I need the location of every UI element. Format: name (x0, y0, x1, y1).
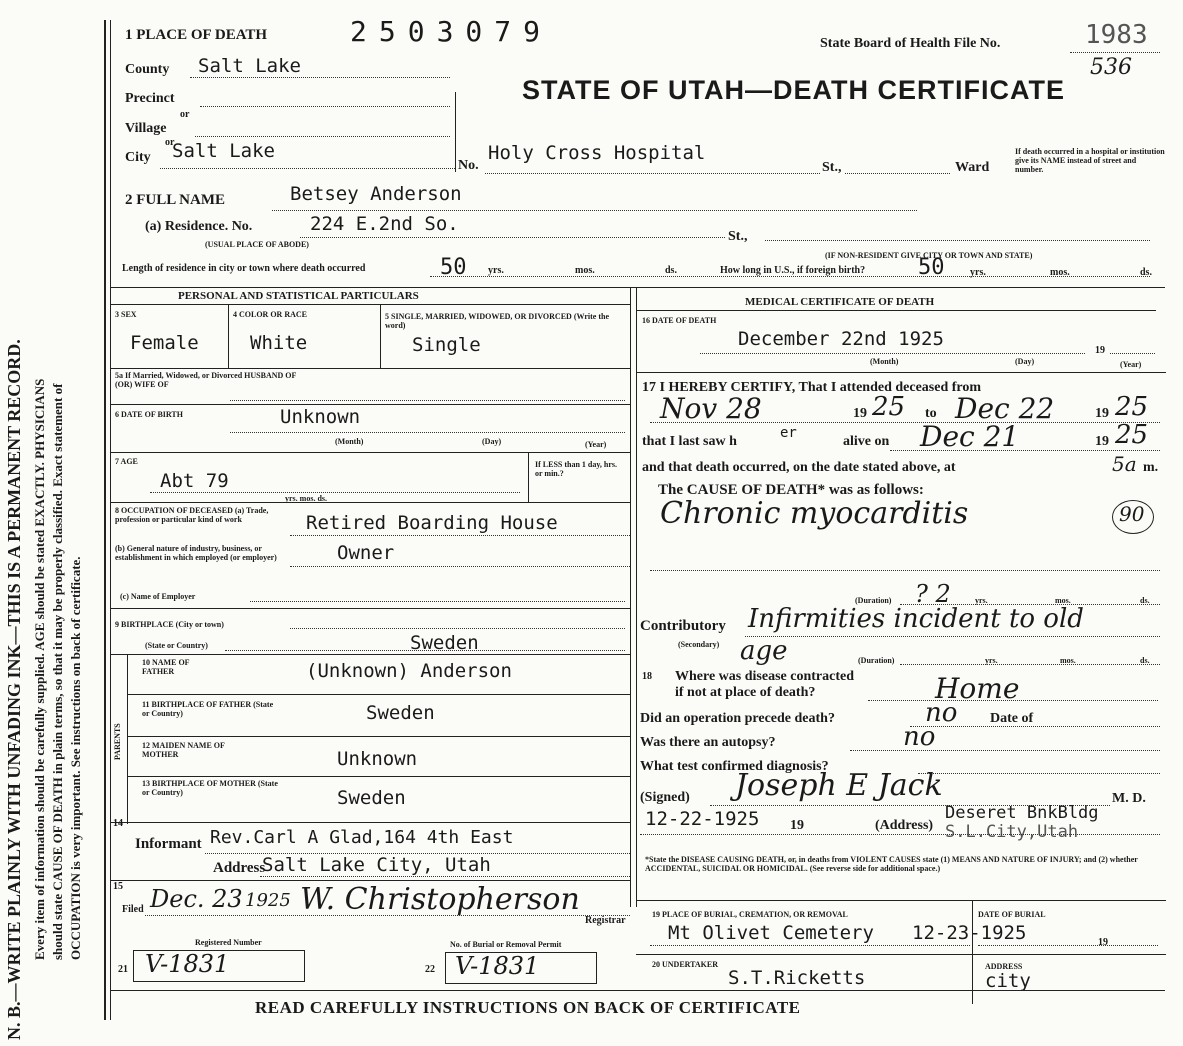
county: Salt Lake (198, 55, 301, 77)
birthplace-line-2 (225, 650, 625, 651)
contributory-label: Contributory (640, 618, 726, 634)
st-label: St., (822, 160, 842, 175)
duration-yrs: yrs. (975, 596, 988, 605)
address: Salt Lake City, Utah (262, 854, 491, 876)
row-mother-bottom (127, 776, 630, 777)
contributory-2: age (740, 636, 788, 666)
death-time: 5a (1112, 452, 1137, 476)
employer-label: (c) Name of Employer (120, 592, 196, 601)
parents-divider (127, 654, 128, 824)
operation-label: Did an operation precede death? (640, 711, 835, 726)
burial-date-label: DATE OF BURIAL (978, 910, 1046, 919)
residence: 224 E.2nd So. (310, 213, 459, 235)
duration-label: (Duration) (855, 596, 892, 605)
cause: Chronic myocarditis (660, 496, 969, 531)
medical-title-line (636, 310, 1156, 311)
state-country-label: (State or Country) (145, 641, 208, 650)
full-name-line (272, 210, 917, 211)
autopsy: no (903, 722, 936, 752)
operation-line (910, 726, 1160, 727)
us-mos: mos. (1050, 267, 1070, 278)
row-date-bottom (636, 372, 1166, 373)
father-bp-label: 11 BIRTHPLACE OF FATHER (State or Country) (142, 700, 274, 718)
sex-divider (228, 304, 229, 368)
father-bp: Sweden (366, 702, 435, 724)
death-date: December 22nd 1925 (738, 328, 944, 350)
contributory-line (745, 636, 1160, 637)
last-saw-er: er (780, 425, 797, 441)
side-note-3: should state CAUSE OF DEATH in plain terms, so that it may be properly classified. Exact statement of (50, 383, 65, 960)
filed-label: Filed (122, 904, 144, 915)
registrar-label: Registrar (585, 915, 626, 926)
alive-label: alive on (843, 434, 890, 449)
street-no: Holy Cross Hospital (488, 142, 706, 164)
occupation-2: Owner (337, 542, 395, 564)
from-19: 19 (853, 406, 867, 421)
center-divider (630, 287, 631, 907)
row-age-bottom (110, 502, 630, 503)
row-mbp-bottom (110, 822, 630, 823)
nonresident-note: (IF NON-RESIDENT GIVE CITY OR TOWN AND STATE) (825, 251, 1033, 260)
county-line (190, 77, 450, 78)
full-name: Betsey Anderson (290, 183, 462, 205)
cause-code: 90 (1119, 502, 1145, 526)
age-label: 7 AGE (115, 457, 138, 466)
signature: Joseph E Jack (735, 768, 943, 803)
length-mos: mos. (575, 265, 595, 276)
address-med-label: (Address) (875, 818, 934, 833)
where: Home (935, 672, 1020, 705)
test-label: What test confirmed diagnosis? (640, 759, 829, 774)
n21-label: 21 (118, 964, 128, 975)
from-year: 25 (872, 392, 906, 422)
parents-label: PARENTS (113, 723, 122, 760)
attended-from: Nov 28 (660, 392, 762, 425)
row-bp-bottom (110, 654, 630, 655)
secondary-label: (Secondary) (678, 640, 720, 649)
duration2-yrs: yrs. (985, 656, 998, 665)
burial-date-line (978, 945, 1158, 946)
reg-no: V-1831 (145, 950, 230, 978)
medical-section-title: MEDICAL CERTIFICATE OF DEATH (745, 296, 935, 308)
father-label: 10 NAME OF FATHER (142, 658, 190, 676)
duration-mos: mos. (1055, 596, 1071, 605)
header-divider (455, 92, 456, 172)
last-saw: Dec 21 (920, 420, 1020, 453)
precinct-line (200, 106, 450, 107)
mother-bp: Sweden (337, 787, 406, 809)
st-line (845, 173, 950, 174)
filed-date: Dec. 23 (150, 885, 243, 913)
duration2-ds: ds. (1140, 656, 1150, 665)
occupation-line-2 (290, 566, 630, 567)
address-med-1: Deseret BnkBldg (945, 803, 1099, 823)
death-date-line (700, 353, 1085, 354)
death-date-label: 16 DATE OF DEATH (642, 316, 717, 325)
dob-line (230, 432, 625, 433)
last-saw-19: 19 (1095, 434, 1109, 449)
residence-label: (a) Residence. No. (145, 219, 253, 234)
n18-label: 18 (642, 671, 652, 682)
precinct-label: Precinct (125, 91, 175, 106)
side-note-4: OCCUPATION is very important. See instructions on back of certificate. (68, 556, 83, 960)
death-year-line (1110, 353, 1155, 354)
dob-label: 6 DATE OF BIRTH (115, 410, 183, 419)
burial-divider (972, 900, 973, 1004)
street-line (485, 173, 820, 174)
spouse-line (230, 400, 625, 401)
burial-place-line (650, 945, 970, 946)
footer-instructions: READ CAREFULLY INSTRUCTIONS ON BACK OF CERTIFICATE (255, 998, 801, 1017)
duration-ds: ds. (1140, 596, 1150, 605)
file-no-line (1070, 52, 1160, 53)
m-label: m. (1143, 460, 1159, 475)
less-than-label: If LESS than 1 day, hrs. or min.? (535, 460, 618, 478)
full-name-label: 2 FULL NAME (125, 192, 226, 208)
und-address-label: ADDRESS (985, 962, 1023, 971)
sign-19: 19 (790, 818, 804, 833)
death-month: (Month) (870, 357, 899, 366)
county-label: County (125, 62, 170, 77)
village-label: Village (125, 121, 167, 136)
us-label: How long in U.S., if foreign birth? (720, 265, 866, 276)
file-no: 1983 (1085, 20, 1148, 50)
if-not-label: if not at place of death? (675, 685, 816, 700)
father: (Unknown) Anderson (306, 660, 512, 682)
cause-line-2 (650, 570, 1160, 571)
burial-no-label: No. of Burial or Removal Permit (450, 940, 562, 949)
n14-label: 14 (113, 818, 123, 829)
undertaker: S.T.Ricketts (728, 967, 866, 989)
autopsy-line (850, 750, 1160, 751)
sign-date: 12-22-1925 (645, 808, 760, 830)
reg-no-label: Registered Number (195, 938, 262, 947)
length-ds: ds. (665, 265, 677, 276)
age-line (150, 492, 520, 493)
center-divider-2 (636, 287, 637, 907)
file-no-2: 536 (1090, 55, 1132, 80)
row-occ-bottom (110, 608, 630, 609)
burial-no: V-1831 (455, 952, 540, 980)
grid-top (110, 287, 1165, 288)
to-19: 19 (1095, 406, 1109, 421)
city-label: City (125, 150, 151, 165)
last-saw-line (890, 450, 1160, 451)
row-sex-bottom (110, 368, 630, 369)
certify-text: 17 I HEREBY CERTIFY, That I attended deceased from (642, 380, 982, 395)
burial-place: Mt Olivet Cemetery (668, 922, 874, 944)
left-margin-line-2 (110, 20, 111, 1020)
address-med-2: S.L.City,Utah (945, 822, 1079, 842)
length-yrs: yrs. (488, 265, 504, 276)
us-ds: ds. (1140, 267, 1152, 278)
informant-label: Informant (135, 836, 202, 852)
undertaker-label: 20 UNDERTAKER (652, 960, 719, 969)
mother-label: 12 MAIDEN NAME OF MOTHER (142, 741, 225, 759)
us-yrs: yrs. (970, 267, 986, 278)
occupation-label: 8 OCCUPATION OF DECEASED (a) Trade, profession or particular kind of work (115, 506, 269, 524)
last-saw-label: that I last saw h (642, 434, 737, 449)
place-of-death-label: 1 PLACE OF DEATH (125, 27, 268, 43)
row-informant-bottom (110, 880, 630, 881)
md-label: M. D. (1112, 791, 1146, 806)
occupation-line-1 (290, 535, 630, 536)
duration: ? 2 (915, 580, 951, 608)
where-label: Where was disease contracted (675, 669, 854, 684)
age-divider (528, 452, 529, 502)
residence-line (300, 237, 725, 238)
where-line (868, 700, 1158, 701)
marital-label: 5 SINGLE, MARRIED, WIDOWED, OR DIVORCED (Write the word) (385, 312, 609, 330)
last-saw-year: 25 (1115, 420, 1149, 450)
row-spouse-bottom (110, 404, 630, 405)
dob: Unknown (280, 406, 361, 428)
footnote: *State the DISEASE CAUSING DEATH, or, in deaths from VIOLENT CAUSES state (1) MEANS AND NATURE OF INJURY; and (2) whether ACCIDENTAL, SUICIDAL OR HOMICIDAL. (See reverse side for additional space.) (645, 855, 1138, 873)
usual-abode-label: (USUAL PLACE OF ABODE) (205, 240, 309, 249)
personal-section-title: PERSONAL AND STATISTICAL PARTICULARS (178, 290, 419, 302)
to-label: to (925, 406, 937, 421)
contributory-1: Infirmities incident to old (748, 604, 1084, 634)
test-line (918, 773, 1160, 774)
or-2: or (165, 137, 175, 148)
mother-bp-label: 13 BIRTHPLACE OF MOTHER (State or Country) (142, 779, 278, 797)
occupation-b-label: (b) General nature of industry, business, or establishment in which employed (or employer) (115, 544, 277, 562)
duration2-mos: mos. (1060, 656, 1076, 665)
employer-line (250, 601, 625, 602)
us-value: 50 (918, 255, 945, 280)
filed-year: 1925 (245, 890, 291, 911)
burial-19: 19 (1098, 937, 1108, 948)
street-no-label: No. (458, 158, 479, 173)
operation: no (925, 698, 958, 728)
village-line (195, 136, 450, 137)
cause-label: The CAUSE OF DEATH* was as follows: (658, 482, 924, 498)
attended-to: Dec 22 (955, 392, 1055, 425)
burial-date: 12-23-1925 (912, 922, 1027, 944)
occurred-label: and that death occurred, on the date stated above, at (642, 460, 956, 475)
city: Salt Lake (172, 140, 275, 162)
date-of-label: Date of (990, 711, 1034, 726)
certificate-number: 2503079 (350, 15, 553, 48)
sex: Female (130, 332, 199, 354)
autopsy-label: Was there an autopsy? (640, 735, 776, 750)
residence-st-line (765, 240, 1150, 241)
informant: Rev.Carl A Glad,164 4th East (210, 827, 514, 848)
marital: Single (412, 334, 481, 356)
death-year: (Year) (1120, 360, 1142, 369)
length-label: Length of residence in city or town where death occurred (122, 263, 366, 274)
to-year: 25 (1115, 392, 1149, 422)
sex-label: 3 SEX (115, 310, 137, 319)
residence-st: St., (728, 229, 748, 244)
birthplace-label: 9 BIRTHPLACE (City or town) (115, 620, 224, 629)
attended-line (650, 422, 1160, 423)
dob-day: (Day) (482, 437, 502, 446)
row-father-bottom (127, 694, 630, 695)
address-label: Address (213, 860, 266, 876)
ward-label: Ward (955, 160, 990, 175)
n15-label: 15 (113, 881, 123, 892)
document-title: STATE OF UTAH—DEATH CERTIFICATE (522, 75, 1065, 105)
duration2-label: (Duration) (858, 656, 895, 665)
age: Abt 79 (160, 470, 229, 492)
death-day: (Day) (1015, 357, 1035, 366)
or-1: or (180, 109, 190, 120)
side-note-2: Every item of information should be carefully supplied. AGE should be stated EXACTLY. PHYSICIANS (32, 378, 47, 960)
age-units: yrs. mos. ds. (285, 494, 328, 503)
row-dob-bottom (110, 452, 630, 453)
dob-year: (Year) (585, 440, 607, 449)
grid-bottom (110, 990, 1165, 991)
registrar-signature: W. Christopherson (300, 882, 580, 917)
birthplace: Sweden (410, 632, 479, 654)
burial-place-label: 19 PLACE OF BURIAL, CREMATION, OR REMOVAL (652, 910, 848, 919)
dob-month: (Month) (335, 437, 364, 446)
length-value: 50 (440, 255, 467, 280)
filed-line (145, 915, 630, 916)
birthplace-line-1 (290, 628, 625, 629)
personal-title-line (110, 304, 630, 305)
left-margin-line (104, 20, 106, 1020)
side-note-1: N. B.—WRITE PLAINLY WITH UNFADING INK—THIS IS A PERMANENT RECORD. (4, 339, 24, 1040)
spouse-label: 5a If Married, Widowed, or Divorced HUSBAND OF (OR) WIFE OF (115, 371, 297, 389)
mother: Unknown (337, 748, 418, 770)
file-no-label: State Board of Health File No. (820, 36, 1001, 51)
city-line (160, 168, 455, 169)
color: White (250, 332, 308, 354)
und-address: city (985, 970, 1031, 992)
address-line (260, 876, 630, 877)
n22-label: 22 (425, 964, 435, 975)
ward-note: If death occurred in a hospital or institution give its NAME instead of street and number. (1015, 147, 1165, 174)
duration2-line (900, 664, 1160, 665)
signed-label: (Signed) (640, 790, 690, 805)
row-fbp-bottom (127, 736, 630, 737)
row-footnote-bottom (636, 900, 1166, 901)
death-19: 19 (1095, 345, 1105, 356)
sign-date-line (640, 834, 1160, 835)
color-label: 4 COLOR OR RACE (233, 310, 308, 319)
color-divider (380, 304, 381, 368)
row-burial-bottom (636, 954, 1166, 955)
occupation-1: Retired Boarding House (306, 512, 558, 534)
length-line (430, 276, 1150, 277)
